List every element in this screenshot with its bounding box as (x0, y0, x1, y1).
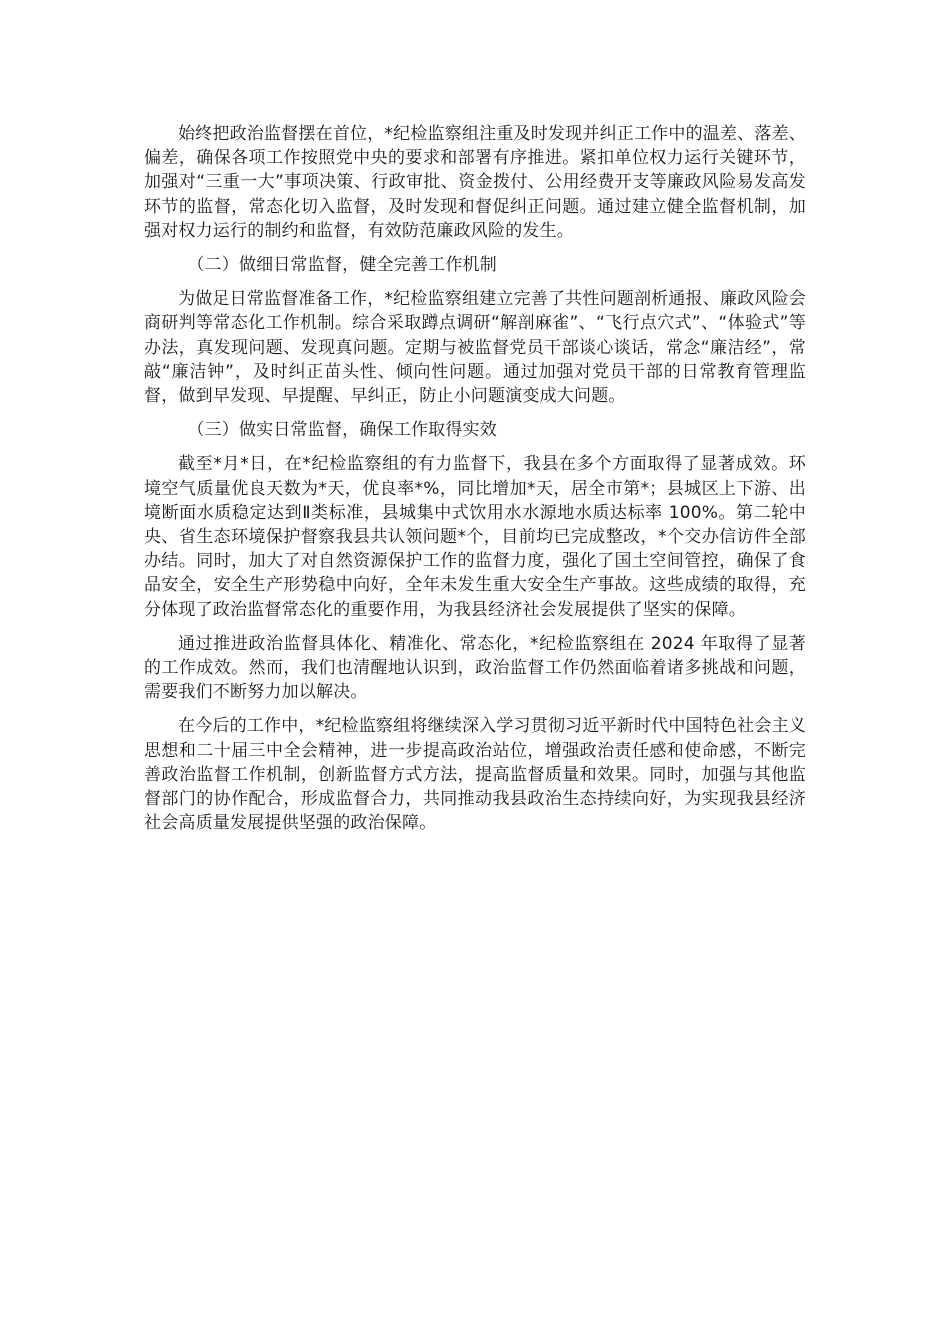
paragraph-future-work: 在今后的工作中，*纪检监察组将继续深入学习贯彻习近平新时代中国特色社会主义思想和二十届三中全会精神，进一步提高政治站位，增强政治责任感和使命感，不断完善政治监督工作机制，创新监督方式方法，提高监督质量和效果。同时，加强与其他监督部门的协作配合，形成监督合力，共同推动我县政治生态持续向好，为实现我县经济社会高质量发展提供坚强的政治保障。 (144, 716, 806, 834)
paragraph-political-supervision: 始终把政治监督摆在首位，*纪检监察组注重及时发现并纠正工作中的温差、落差、偏差，确保各项工作按照党中央的要求和部署有序推进。紧扣单位权力运行关键环节，加强对“三重一大”事项决策、行政审批、资金拨付、公用经费开支等廉政风险易发高发环节的监督，常态化切入监督，及时发现和督促纠正问题。通过建立健全监督机制，加强对权力运行的制约和监督，有效防范廉政风险的发生。 (144, 124, 806, 241)
section-heading-2: （二）做细日常监督，健全完善工作机制 (187, 255, 497, 276)
section-heading-3: （三）做实日常监督，确保工作取得实效 (187, 420, 497, 441)
document-body (144, 122, 806, 845)
paragraph-summary: 通过推进政治监督具体化、精准化、常态化，*纪检监察组在 2024 年取得了显著的工作成效。然而，我们也清醒地认识到，政治监督工作仍然面临着诸多挑战和问题，需要我们不断努力加以解决。 (144, 633, 806, 703)
paragraph-daily-supervision: 为做足日常监督准备工作，*纪检监察组建立完善了共性问题剖析通报、廉政风险会商研判等常态化工作机制。综合采取蹲点调研“解剖麻雀”、“飞行点穴式”、“体验式”等办法，真发现问题、发现真问题。定期与被监督党员干部谈心谈话，常念“廉洁经”，常敲“廉洁钟”，及时纠正苗头性、倾向性问题。通过加强对党员干部的日常教育管理监督，做到早发现、早提醒、早纠正，防止小问题演变成大问题。 (144, 289, 806, 407)
paragraph-achievements: 截至*月*日，在*纪检监察组的有力监督下，我县在多个方面取得了显著成效。环境空气质量优良天数为*天，优良率*%，同比增加*天，居全市第*；县城区上下游、出境断面水质稳定达到Ⅱ类标准，县城集中式饮用水水源地水质达标率 100%。第二轮中央、省生态环境保护督察我县共认领问题*个，目前均已完成整改，*个交办信访件全部办结。同时，加大了对自然资源保护工作的监督力度，强化了国土空间管控，确保了食品安全，安全生产形势稳中向好，全年未发生重大安全生产事故。这些成绩的取得，充分体现了政治监督常态化的重要作用，为我县经济社会发展提供了坚实的保障。 (144, 454, 806, 620)
